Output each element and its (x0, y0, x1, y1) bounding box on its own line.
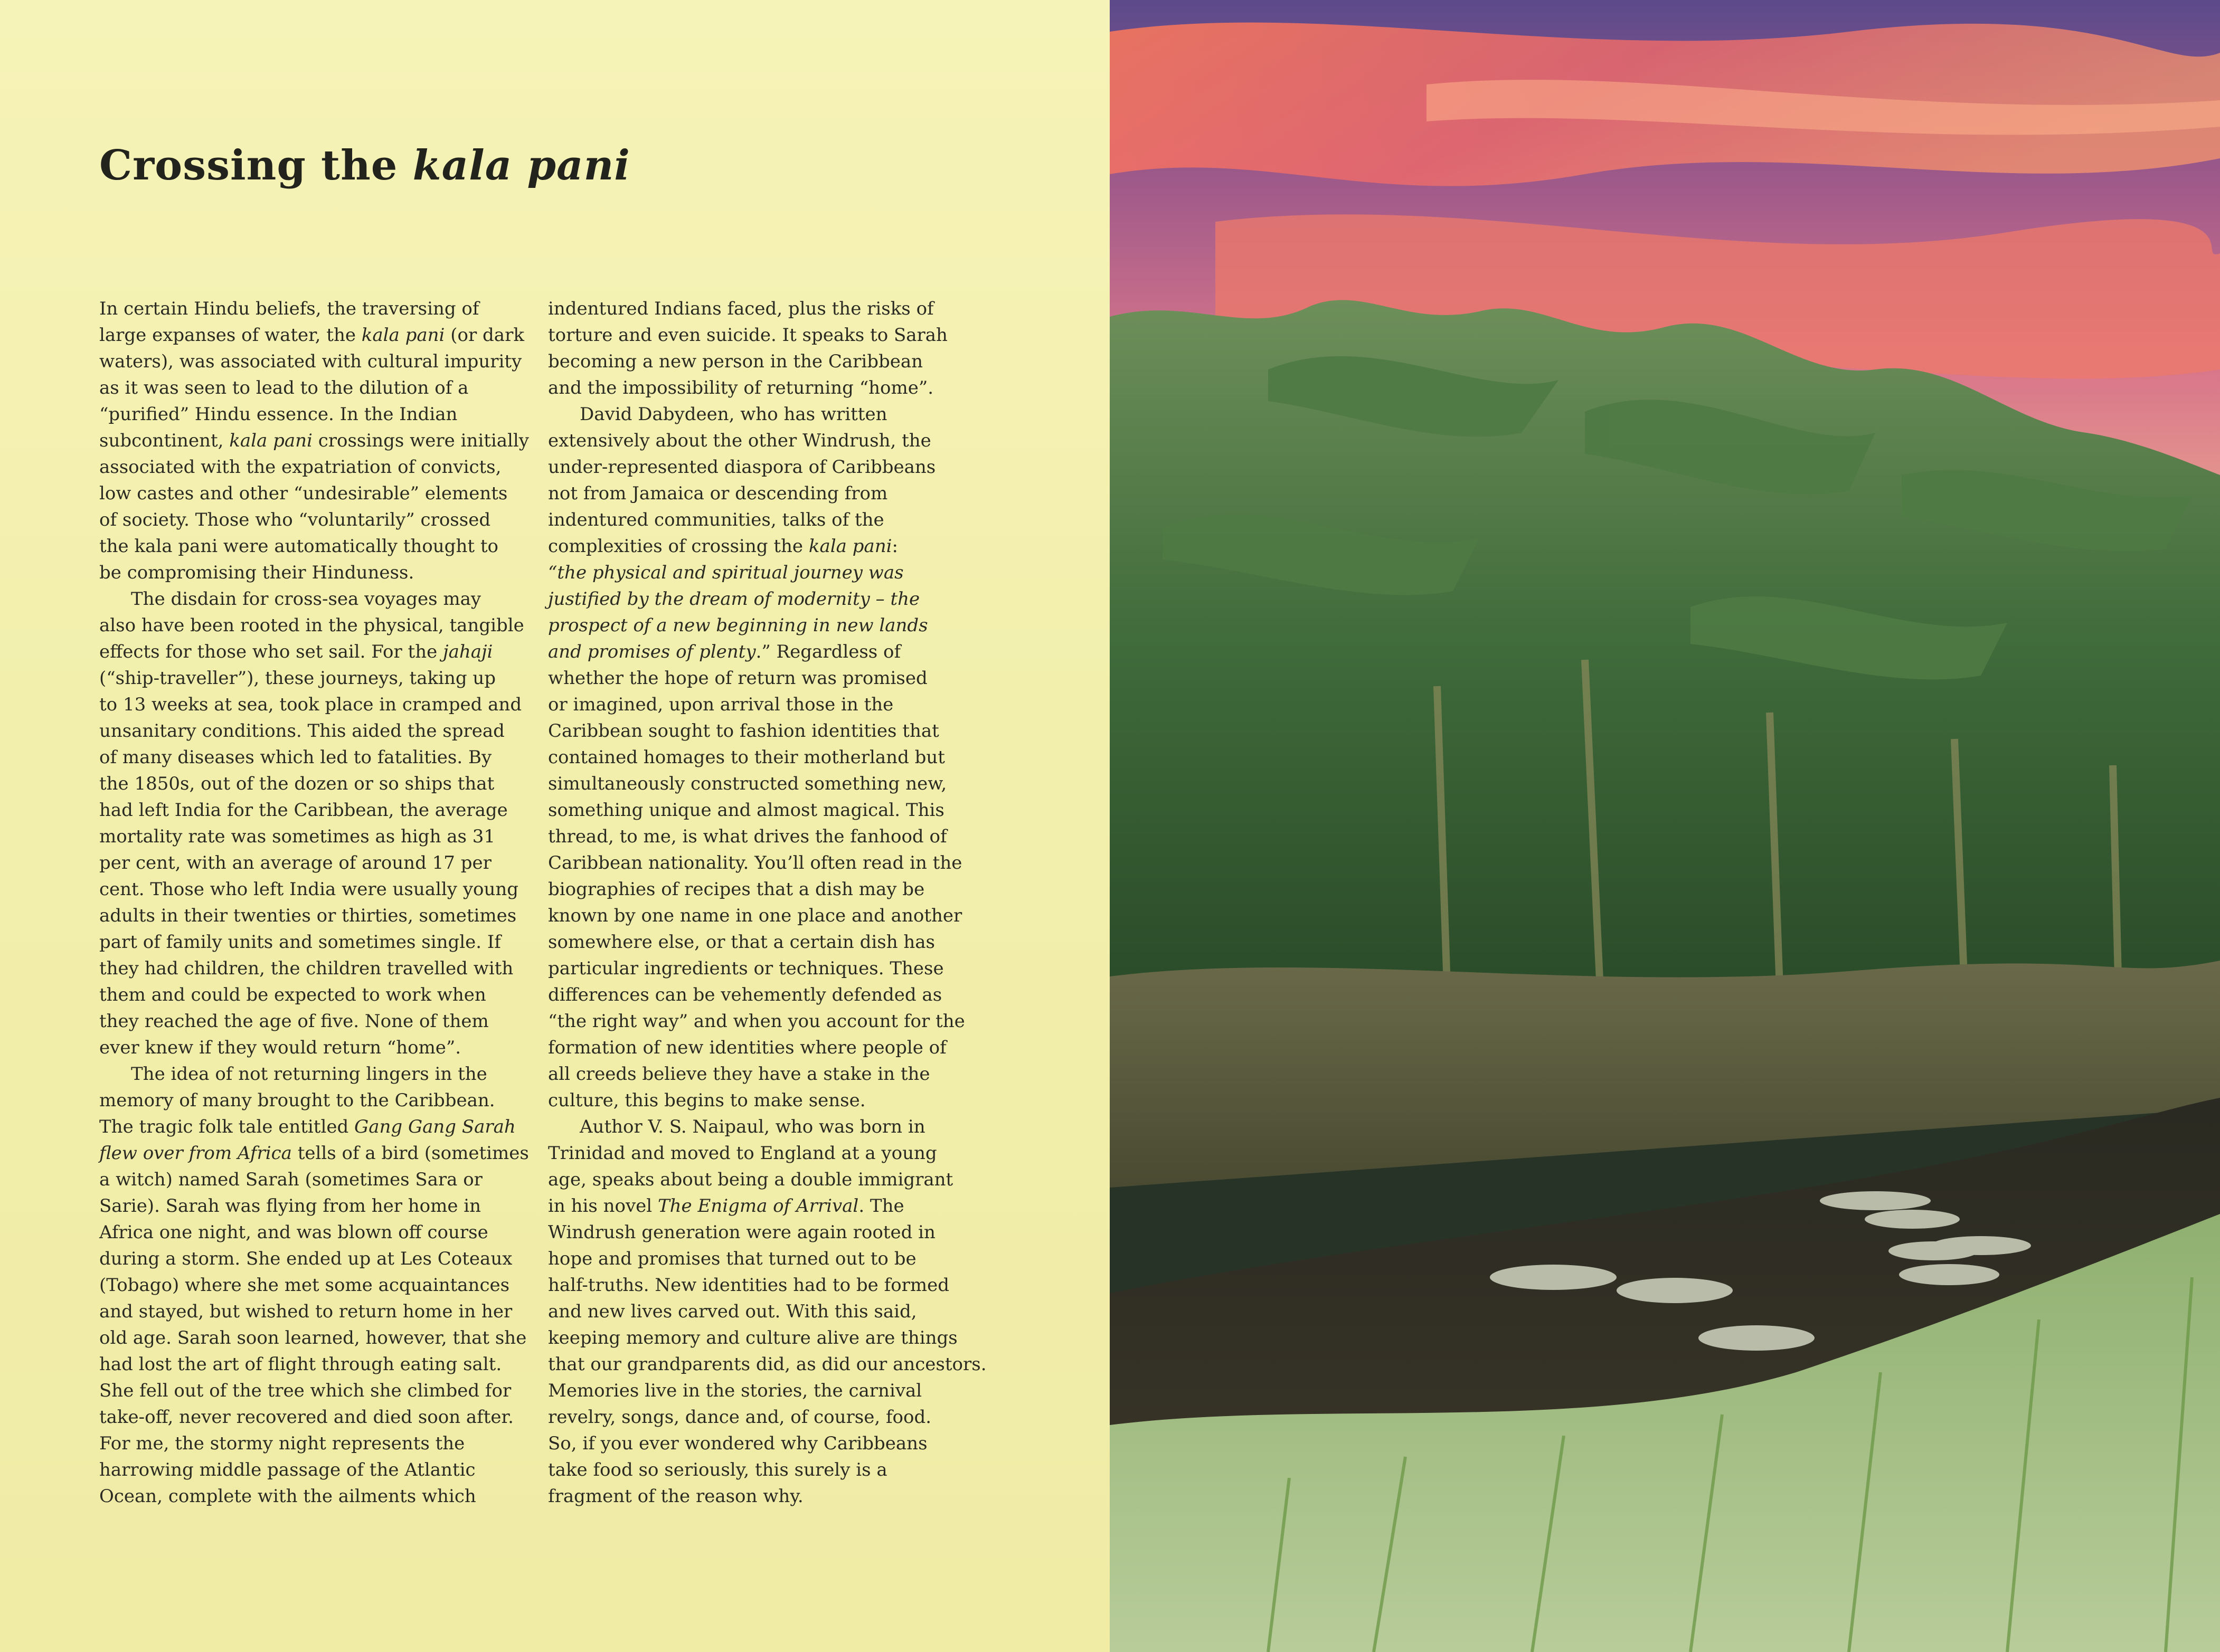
text-run: effects for those who set sail. For the (99, 641, 443, 662)
text-run: per cent, with an average of around 17 per (99, 852, 492, 874)
text-line (548, 1272, 991, 1298)
italic-run: and promises of plenty (548, 641, 756, 662)
text-run: age, speaks about being a double immigrant (548, 1169, 953, 1190)
italic-run: justified by the dream of modernity – the (548, 588, 920, 610)
text-line (548, 876, 991, 903)
photo-page (1110, 0, 2220, 1652)
text-run: of many diseases which led to fatalities. By (99, 747, 492, 768)
text-line (548, 1140, 991, 1166)
text-run: take-off, never recovered and died soon after. (99, 1407, 514, 1428)
text-run: harrowing middle passage of the Atlantic (99, 1459, 476, 1480)
text-run: crossings were initially (312, 430, 529, 451)
text-run: The disdain for cross-sea voyages may (131, 588, 481, 610)
text-run: to 13 weeks at sea, took place in cramped and (99, 694, 522, 715)
text-line (548, 718, 991, 744)
text-line (548, 559, 991, 586)
text-run: adults in their twenties or thirties, sometimes (99, 905, 517, 926)
text-run: biographies of recipes that a dish may be (548, 879, 925, 900)
text-line (548, 639, 991, 665)
text-line (99, 639, 540, 665)
italic-run: prospect of a new beginning in new lands (548, 615, 928, 636)
text-run: cent. Those who left India were usually young (99, 879, 519, 900)
text-line (548, 1483, 991, 1509)
text-run: unsanitary conditions. This aided the spread (99, 720, 505, 742)
text-line (99, 559, 540, 586)
text-run: keeping memory and culture alive are things (548, 1327, 958, 1349)
text-line (99, 771, 540, 797)
text-line (548, 428, 991, 454)
text-run: (Tobago) where she met some acquaintances (99, 1275, 510, 1296)
text-line (99, 1219, 540, 1246)
text-line (548, 1404, 991, 1430)
text-run: Trinidad and moved to England at a young (548, 1143, 937, 1164)
text-run: during a storm. She ended up at Les Coteaux (99, 1248, 513, 1269)
text-run: : (892, 536, 898, 557)
text-run: in his novel (548, 1195, 658, 1217)
text-line (548, 401, 991, 428)
text-line (548, 480, 991, 507)
text-run: the 1850s, out of the dozen or so ships that (99, 773, 495, 794)
text-run: that our grandparents did, as did our ancestors. (548, 1354, 987, 1375)
text-line (99, 1272, 540, 1298)
text-line (548, 1061, 991, 1087)
text-run: them and could be expected to work when (99, 984, 486, 1005)
text-line (99, 533, 540, 559)
italic-run: Gang Gang Sarah (354, 1116, 516, 1137)
text-run: indentured Indians faced, plus the risks of (548, 298, 934, 319)
text-line (548, 1114, 991, 1140)
text-run: be compromising their Hinduness. (99, 562, 414, 583)
text-run: revelry, songs, dance and, of course, food. (548, 1407, 932, 1428)
text-line (548, 744, 991, 771)
text-line (548, 1166, 991, 1193)
text-line (548, 1246, 991, 1272)
text-run: known by one name in one place and another (548, 905, 962, 926)
text-line (548, 612, 991, 639)
text-run: Author V. S. Naipaul, who was born in (580, 1116, 925, 1137)
text-line (548, 955, 991, 982)
text-run: contained homages to their motherland but (548, 747, 945, 768)
text-run: waters), was associated with cultural impurity (99, 351, 522, 372)
text-run: and stayed, but wished to return home in her (99, 1301, 513, 1322)
text-line (99, 322, 540, 348)
italic-run: kala pani (808, 536, 892, 557)
text-run: take food so seriously, this surely is a (548, 1459, 887, 1480)
text-line (99, 1166, 540, 1193)
text-line (99, 1325, 540, 1351)
italic-run: “the physical and spiritual journey was (548, 562, 904, 583)
text-run: (“ship-traveller”), these journeys, taking up (99, 668, 496, 689)
text-column-right (548, 296, 991, 1509)
text-run: Memories live in the stories, the carnival (548, 1380, 922, 1401)
text-run: (or dark (445, 325, 524, 346)
text-line (99, 691, 540, 718)
text-run: and the impossibility of returning “home”. (548, 377, 934, 398)
text-line (99, 797, 540, 823)
text-line (99, 1457, 540, 1483)
italic-run: jahaji (443, 641, 493, 662)
text-line (99, 1246, 540, 1272)
text-line (99, 1404, 540, 1430)
text-run: indentured communities, talks of the (548, 509, 884, 530)
text-line (548, 1325, 991, 1351)
text-line (99, 612, 540, 639)
text-line (548, 533, 991, 559)
text-run: Sarie). Sarah was flying from her home in (99, 1195, 481, 1217)
text-run: differences can be vehemently defended as (548, 984, 942, 1005)
text-run: low castes and other “undesirable” elements (99, 483, 508, 504)
text-run: simultaneously constructed something new, (548, 773, 947, 794)
text-run: For me, the stormy night represents the (99, 1433, 465, 1454)
text-line (99, 454, 540, 480)
text-run: half-truths. New identities had to be formed (548, 1275, 950, 1296)
text-run: associated with the expatriation of convicts, (99, 457, 502, 478)
text-run: all creeds believe they have a stake in the (548, 1064, 930, 1085)
text-line (548, 1430, 991, 1457)
title-italic: kala pani (412, 141, 630, 189)
text-run: fragment of the reason why. (548, 1486, 804, 1507)
text-line (548, 850, 991, 876)
text-line (99, 1193, 540, 1219)
text-line (548, 1351, 991, 1378)
text-run: hope and promises that turned out to be (548, 1248, 917, 1269)
text-line (548, 665, 991, 691)
text-run: Ocean, complete with the ailments which (99, 1486, 476, 1507)
text-run: Africa one night, and was blown off course (99, 1222, 488, 1243)
text-line (548, 296, 991, 322)
text-line (99, 507, 540, 533)
text-run: Windrush generation were again rooted in (548, 1222, 936, 1243)
text-line (548, 322, 991, 348)
text-run: ever knew if they would return “home”. (99, 1037, 461, 1058)
text-line (99, 586, 540, 612)
text-line (99, 1034, 540, 1061)
text-run: tells of a bird (sometimes (291, 1143, 529, 1164)
text-run: of society. Those who “voluntarily” crossed (99, 509, 491, 530)
text-run: torture and even suicide. It speaks to Sarah (548, 325, 948, 346)
text-run: and new lives carved out. With this said, (548, 1301, 917, 1322)
text-line (99, 348, 540, 375)
text-run: extensively about the other Windrush, the (548, 430, 931, 451)
text-line (99, 1351, 540, 1378)
text-line (99, 1008, 540, 1034)
text-line (99, 850, 540, 876)
text-run: The idea of not returning lingers in the (131, 1064, 487, 1085)
text-line (99, 1430, 540, 1457)
title-prefix: Crossing the (99, 141, 413, 189)
text-line (548, 982, 991, 1008)
text-line (99, 665, 540, 691)
text-line (548, 929, 991, 955)
text-line (548, 1087, 991, 1114)
text-run: subcontinent, (99, 430, 230, 451)
text-run: Caribbean sought to fashion identities that (548, 720, 939, 742)
text-line (99, 1298, 540, 1325)
text-line (548, 823, 991, 850)
text-line (99, 823, 540, 850)
text-line (548, 586, 991, 612)
text-line (548, 691, 991, 718)
text-line (99, 955, 540, 982)
text-run: David Dabydeen, who has written (580, 404, 887, 425)
text-line (548, 454, 991, 480)
text-run: In certain Hindu beliefs, the traversing of (99, 298, 479, 319)
text-line (99, 1483, 540, 1509)
text-run: particular ingredients or techniques. These (548, 958, 944, 979)
text-line (99, 296, 540, 322)
text-run: under-represented diaspora of Caribbeans (548, 457, 936, 478)
text-run: whether the hope of return was promised (548, 668, 928, 689)
text-run: “the right way” and when you account for the (548, 1011, 965, 1032)
text-run: .” Regardless of (755, 641, 901, 662)
text-run: something unique and almost magical. This (548, 800, 944, 821)
text-line (548, 797, 991, 823)
italic-run: flew over from Africa (99, 1143, 292, 1164)
text-run: So, if you ever wondered why Caribbeans (548, 1433, 928, 1454)
text-run: old age. Sarah soon learned, however, that she (99, 1327, 527, 1349)
text-line (99, 401, 540, 428)
text-run: also have been rooted in the physical, tangible (99, 615, 524, 636)
text-line (548, 507, 991, 533)
text-run: Caribbean nationality. You’ll often read in the (548, 852, 962, 874)
text-run: complexities of crossing the (548, 536, 809, 557)
text-run: memory of many brought to the Caribbean. (99, 1090, 495, 1111)
text-line (99, 480, 540, 507)
text-line (548, 903, 991, 929)
text-run: thread, to me, is what drives the fanhood of (548, 826, 947, 847)
text-line (99, 744, 540, 771)
text-run: large expanses of water, the (99, 325, 362, 346)
text-line (548, 1219, 991, 1246)
text-line (99, 1140, 540, 1166)
text-line (548, 375, 991, 401)
italic-run: kala pani (361, 325, 445, 346)
text-run: becoming a new person in the Caribbean (548, 351, 923, 372)
text-run: not from Jamaica or descending from (548, 483, 888, 504)
italic-run: The Enigma of Arrival (657, 1195, 859, 1217)
text-line (99, 1087, 540, 1114)
text-run: culture, this begins to make sense. (548, 1090, 866, 1111)
text-run: . The (858, 1195, 904, 1217)
text-line (548, 1008, 991, 1034)
text-run: they reached the age of five. None of them (99, 1011, 489, 1032)
text-line (548, 348, 991, 375)
italic-run: kala pani (229, 430, 313, 451)
text-run: or imagined, upon arrival those in the (548, 694, 894, 715)
banana-plantation-photo (1110, 0, 2220, 1652)
text-run: had left India for the Caribbean, the average (99, 800, 508, 821)
text-line (99, 718, 540, 744)
text-line (99, 428, 540, 454)
text-line (548, 771, 991, 797)
text-run: they had children, the children travelled with (99, 958, 514, 979)
text-line (548, 1298, 991, 1325)
text-column-left (99, 296, 540, 1509)
text-line (548, 1378, 991, 1404)
page-title (99, 141, 630, 189)
text-run: She fell out of the tree which she climbed for (99, 1380, 512, 1401)
text-run: “purified” Hindu essence. In the Indian (99, 404, 458, 425)
text-run: The tragic folk tale entitled (99, 1116, 355, 1137)
text-run: somewhere else, or that a certain dish has (548, 932, 936, 953)
text-run: a witch) named Sarah (sometimes Sara or (99, 1169, 483, 1190)
text-line (548, 1034, 991, 1061)
text-line (99, 375, 540, 401)
text-run: as it was seen to lead to the dilution of a (99, 377, 469, 398)
text-line (99, 1061, 540, 1087)
text-line (99, 1114, 540, 1140)
text-line (99, 982, 540, 1008)
text-line (99, 876, 540, 903)
text-run: the kala pani were automatically thought to (99, 536, 498, 557)
text-line (548, 1193, 991, 1219)
text-line (548, 1457, 991, 1483)
text-run: part of family units and sometimes single. If (99, 932, 501, 953)
text-run: had lost the art of flight through eating salt. (99, 1354, 502, 1375)
text-line (99, 903, 540, 929)
text-run: mortality rate was sometimes as high as 31 (99, 826, 496, 847)
text-line (99, 929, 540, 955)
text-line (99, 1378, 540, 1404)
text-run: formation of new identities where people of (548, 1037, 947, 1058)
